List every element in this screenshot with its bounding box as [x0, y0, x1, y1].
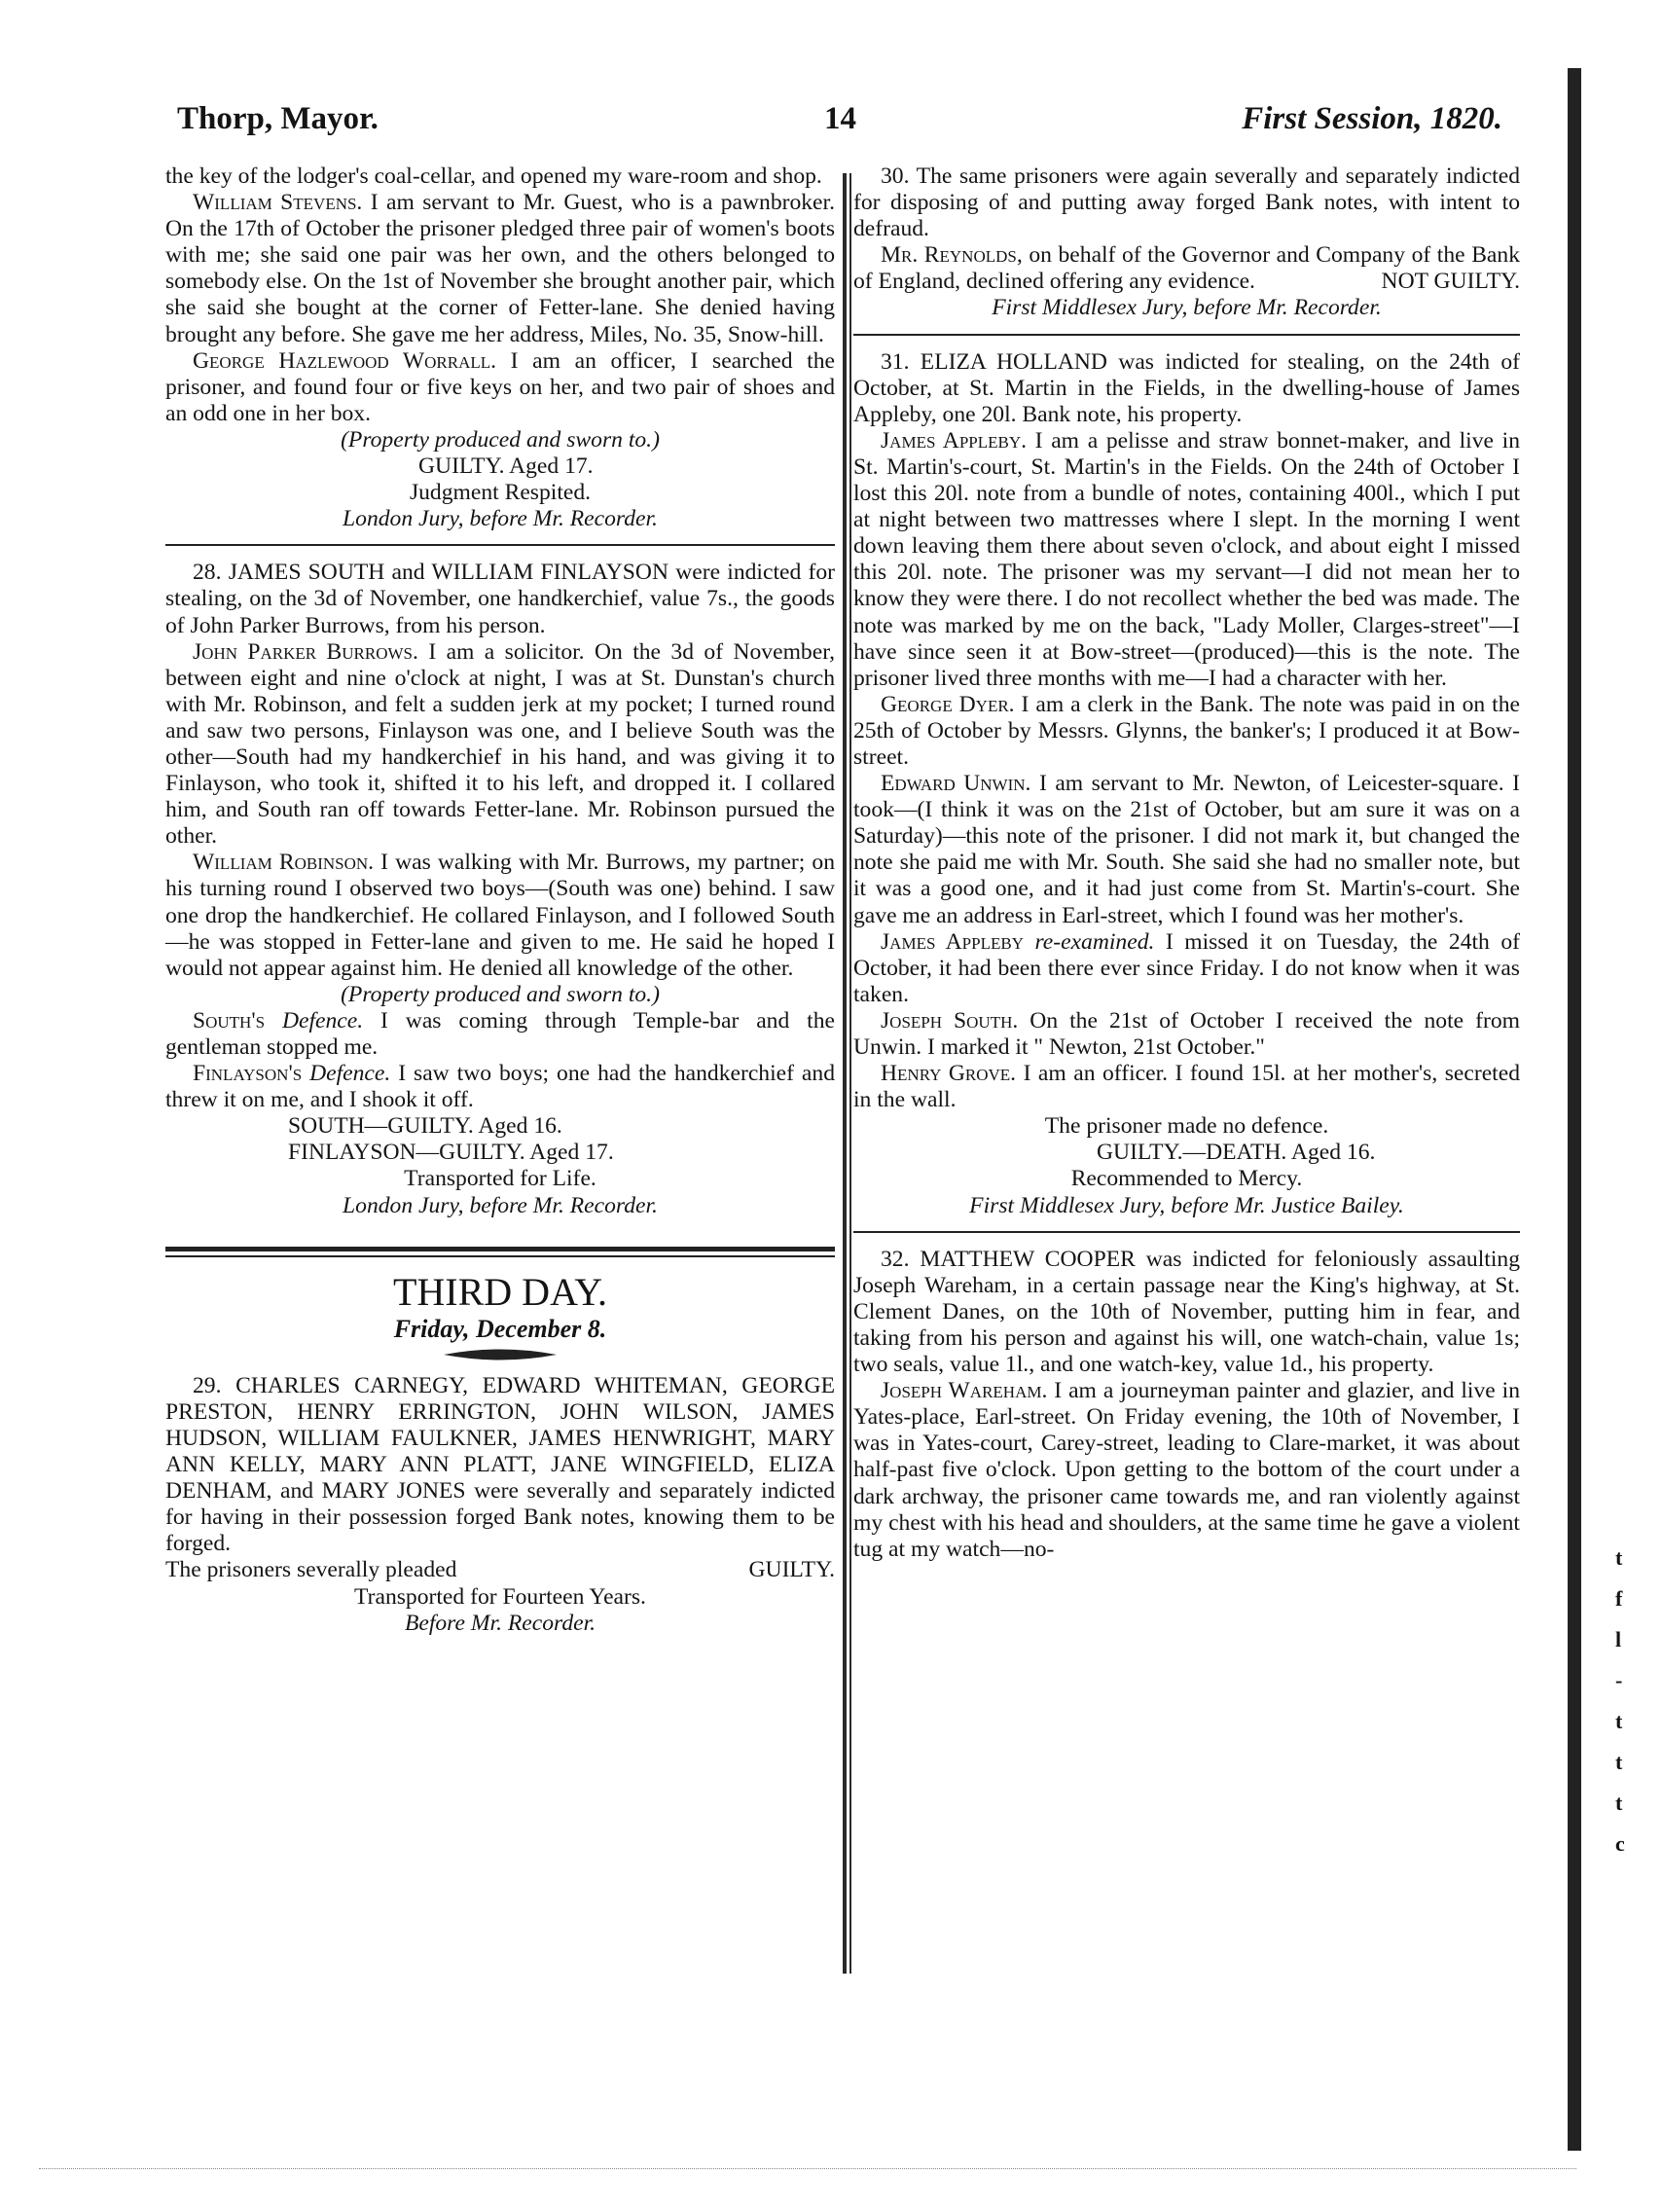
case-heading: 29. CHARLES CARNEGY, EDWARD WHITEMAN, GEORGE PRESTON, HENRY ERRINGTON, JOHN WILSON, JAMES HUDSON, WILLIAM FAULKNER, JAMES HENWRIGHT, MARY ANN KELLY, MARY ANN PLATT, JANE WINGFIELD, ELIZA DENHAM, and MARY JONES were severally and separately indicted for having in their possession forged Bank notes, knowing them to be forged. — [165, 1372, 835, 1557]
verdict: FINLAYSON—GUILTY. Aged 17. — [288, 1140, 614, 1166]
witness-name: William Stevens. — [193, 190, 363, 216]
verdict: NOT GUILTY. — [1381, 269, 1520, 295]
testimony-paragraph — [165, 639, 835, 851]
day-title: THIRD DAY. — [392, 1269, 608, 1314]
margin-mark: - — [1615, 1668, 1623, 1692]
testimony-paragraph — [853, 929, 1520, 1008]
sentence: Transported for Life. — [404, 1166, 596, 1192]
testimony-paragraph — [165, 190, 835, 348]
witness-name: Joseph South. — [881, 1007, 1019, 1033]
witness-name: Edward Unwin. — [881, 771, 1031, 797]
testimony-paragraph — [853, 428, 1520, 692]
testimony-text: I am an officer. I found 15l. at her mother's, secreted in the wall. — [853, 1061, 1520, 1113]
testimony-paragraph — [853, 692, 1520, 771]
page-edge — [39, 2168, 1576, 2169]
testimony-paragraph — [165, 348, 835, 427]
jury-line: Before Mr. Recorder. — [404, 1610, 596, 1636]
defence-paragraph — [165, 1008, 835, 1061]
testimony-text: I am a journeyman painter and glazier, and live in Yates-place, Earl-street. On Friday evening, the 10th of November, I was in Yates-court, Carey-street, leading to Clare-market, it was about half-past five o'clock. Upon getting to the bottom of the court under a dark archway, the prisoner came towards me, and ran violently against my chest with his head and shoulders, at the same time he gave a violent tug at my watch—no- — [853, 1378, 1520, 1562]
case-divider — [853, 1231, 1520, 1233]
testimony-text: I am servant to Mr. Guest, who is a pawnbroker. On the 17th of October the prisoner pledged three pair of women's boots with me; she said one pair was her own, and the others belonged to somebody else. On the 1st of November she brought another pair, which she said she bought at the corner of Fetter-lane. She denied having brought any before. She gave me her address, Miles, No. 35, Snow-hill. — [165, 190, 835, 347]
text-paragraph: the key of the lodger's coal-cellar, and opened my ware-room and shop. — [165, 163, 822, 189]
case-divider — [853, 334, 1520, 336]
witness-name: James Appleby — [881, 928, 1024, 955]
no-defence: The prisoner made no defence. — [1044, 1113, 1329, 1140]
binding-edge — [1568, 68, 1581, 2151]
column-rule-inner — [849, 173, 851, 1974]
verdict: GUILTY.—DEATH. Aged 16. — [1097, 1140, 1376, 1166]
property-note: (Property produced and sworn to.) — [341, 981, 660, 1007]
margin-marks — [1615, 1538, 1644, 1865]
testimony-paragraph — [853, 1378, 1520, 1563]
case-divider — [165, 544, 835, 546]
verdict: SOUTH—GUILTY. Aged 16. — [288, 1113, 562, 1140]
testimony-paragraph — [853, 1061, 1520, 1113]
witness-name: William Robinson. — [193, 850, 375, 876]
margin-mark: l — [1615, 1627, 1622, 1651]
case-heading: 32. MATTHEW COOPER was indicted for feloniously assaulting Joseph Wareham, in a certain passage near the King's highway, at St. Clement Danes, on the 10th of November, putting him in fear, and taking from his person and against his will, one watch-chain, value 1s; two seals, value 1l., and one watch-key, value 1d., his property. — [853, 1246, 1520, 1378]
witness-name: John Parker Burrows. — [193, 638, 418, 665]
defence-paragraph — [165, 1061, 835, 1113]
margin-mark: t — [1615, 1750, 1623, 1774]
testimony-text: on behalf of the Governor and Company of the Bank of England, declined offering any evidence. — [853, 242, 1520, 295]
day-date: Friday, December 8. — [393, 1314, 607, 1343]
counsel-name: Mr. Reynolds, — [881, 242, 1023, 269]
witness-name: Joseph Wareham. — [881, 1378, 1048, 1404]
witness-name: George Dyer. — [881, 691, 1015, 717]
right-column — [853, 163, 1520, 1563]
case-heading: 31. ELIZA HOLLAND was indicted for stealing, on the 24th of October, at St. Martin in the Fields, in the dwelling-house of James Appleby, one 20l. Bank note, his property. — [853, 348, 1520, 427]
page-number: 14 — [824, 101, 856, 136]
defence-label: Defence. — [302, 1061, 391, 1087]
testimony-text: I am servant to Mr. Newton, of Leicester-square. I took—(I think it was on the 21st of October, but am sure it was on a Saturday)—this note of the prisoner. I did not mark it, but changed the note she paid me with Mr. South. She said she had no smaller note, but it was a good one, and it had just come from St. Martin's-court. She gave me an address in Earl-street, which I found was her mother's. — [853, 771, 1520, 928]
ornament-icon — [165, 1344, 835, 1363]
jury-line: First Middlesex Jury, before Mr. Justice Bailey. — [969, 1192, 1404, 1218]
page-header — [177, 101, 1502, 148]
recommendation: Recommended to Mercy. — [1070, 1166, 1303, 1192]
defence-text: I saw two boys; one had the handkerchief and threw it on me, and I shook it off. — [165, 1061, 835, 1113]
testimony-paragraph — [853, 1008, 1520, 1061]
defendant-name: Finlayson's — [193, 1061, 303, 1087]
margin-mark: f — [1615, 1586, 1623, 1611]
testimony-text: I am a clerk in the Bank. The note was paid in on the 25th of October by Messrs. Glynns, the banker's; I produced it at Bow-street. — [853, 691, 1520, 770]
defendant-name: South's — [193, 1007, 266, 1033]
plea-line — [165, 1557, 835, 1583]
jury-line: London Jury, before Mr. Recorder. — [343, 506, 658, 532]
column-rule — [843, 173, 847, 1974]
witness-name: George Hazlewood Worrall. — [193, 347, 497, 374]
defence-label: Defence. — [265, 1007, 364, 1033]
case-heading: 30. The same prisoners were again severally and separately indicted for disposing of and putting away forged Bank notes, with intent to defraud. — [853, 163, 1520, 242]
testimony-text: I am a solicitor. On the 3d of November, between eight and nine o'clock at night, I was at St. Dunstan's church with Mr. Robinson, and felt a sudden jerk at my pocket; I turned round and saw two persons, Finlayson was one, and I believe South was the other—South had my handkerchief in his hand, and was giving it to Finlayson, who took it, shifted it to his left, and dropped it. I collared him, and South ran off towards Fetter-lane. Mr. Robinson pursued the other. — [165, 638, 835, 850]
margin-mark: c — [1615, 1831, 1625, 1856]
reexam-label: re-examined. — [1023, 928, 1155, 955]
day-divider — [165, 1247, 835, 1257]
property-note: (Property produced and sworn to.) — [341, 426, 660, 453]
margin-mark: t — [1615, 1709, 1623, 1733]
defence-text: I was coming through Temple-bar and the gentleman stopped me. — [165, 1007, 835, 1060]
testimony-paragraph — [853, 771, 1520, 929]
plea-text: The prisoners severally pleaded — [165, 1557, 457, 1583]
jury-line: London Jury, before Mr. Recorder. — [343, 1192, 658, 1218]
plea-verdict: GUILTY. — [748, 1557, 835, 1583]
testimony-text: On the 21st of October I received the note from Unwin. I marked it " Newton, 21st October." — [853, 1007, 1520, 1060]
testimony-text: I missed it on Tuesday, the 24th of October, it had been there ever since Friday. I do not know when it was taken. — [853, 928, 1521, 1007]
testimony-paragraph — [165, 850, 835, 981]
jury-line: First Middlesex Jury, before Mr. Recorder. — [992, 295, 1382, 321]
testimony-text: I am a pelisse and straw bonnet-maker, and live in St. Martin's-court, St. Martin's in the Fields. On the 24th of October I lost this 20l. note from a bundle of notes, containing 400l., which I put at night between two mattresses where I slept. In the morning I went down leaving them there about seven o'clock, and about eight I missed this 20l. note. The prisoner was my servant—I did not mean her to know they were there. I do not recollect whether the bed was made. The note was marked by me on the back, "Lady Moller, Clarges-street"—I have since seen it at Bow-street—(produced)—this is the note. The prisoner lived three months with me—I had a character with her. — [853, 427, 1520, 691]
running-head-right: First Session, 1820. — [1242, 101, 1502, 136]
margin-mark: t — [1615, 1545, 1623, 1570]
left-column — [165, 163, 835, 1637]
sentence: Transported for Fourteen Years. — [354, 1583, 646, 1610]
margin-mark: t — [1615, 1791, 1623, 1815]
testimony-text: I was walking with Mr. Burrows, my partner; on his turning round I observed two boys—(South was one) behind. I saw one drop the handkerchief. He collared Finlayson, and I followed South—he was stopped in Fetter-lane and given to me. He said he hoped I would not appear against him. He denied all knowledge of the other. — [165, 850, 835, 981]
verdict: GUILTY. Aged 17. — [418, 453, 594, 480]
witness-name: James Appleby. — [881, 427, 1028, 453]
case-heading: 28. JAMES SOUTH and WILLIAM FINLAYSON were indicted for stealing, on the 3d of November, one handkerchief, value 7s., the goods of John Parker Burrows, from his person. — [165, 560, 835, 638]
testimony-paragraph — [853, 242, 1520, 295]
testimony-text: I am an officer, I searched the prisoner, and found four or five keys on her, and two pair of shoes and an odd one in her box. — [165, 347, 835, 426]
running-head-left: Thorp, Mayor. — [177, 101, 379, 136]
judgment: Judgment Respited. — [409, 480, 592, 506]
witness-name: Henry Grove. — [881, 1061, 1017, 1087]
